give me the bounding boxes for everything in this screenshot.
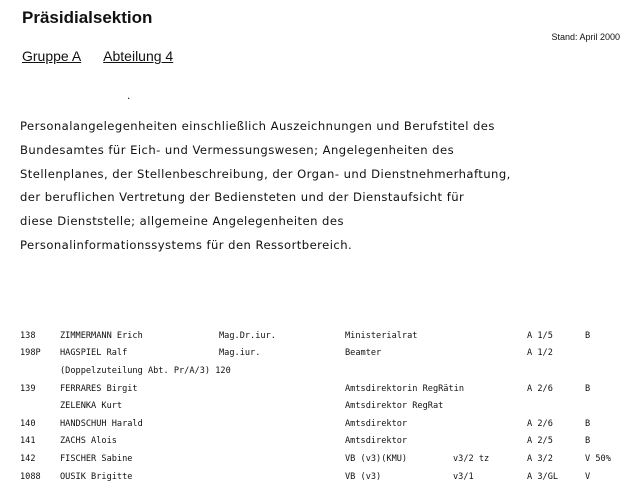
staff-tag xyxy=(585,345,625,363)
staff-position: Amtsdirektorin RegRätin xyxy=(345,383,464,394)
staff-academic-title xyxy=(219,433,345,451)
staff-position: Amtsdirektor RegRat xyxy=(345,401,444,412)
section-title: Präsidialsektion xyxy=(22,8,153,27)
staff-position: VB (v3) xyxy=(345,471,382,482)
staff-position: Ministerialrat xyxy=(345,330,418,341)
department-label: Abteilung 4 xyxy=(103,48,174,64)
staff-number: 1088 xyxy=(20,471,41,482)
staff-row xyxy=(20,468,625,486)
paragraph-line: der beruflichen Vertretung der Bediensteten und der Dienstaufsicht für xyxy=(20,190,465,205)
staff-grade: A 1/5 xyxy=(527,330,553,341)
responsibilities-paragraph xyxy=(20,115,630,258)
staff-position: Beamter xyxy=(345,348,382,359)
staff-academic-title: Mag.Dr.iur. xyxy=(219,330,276,341)
staff-pay-scheme xyxy=(453,327,527,345)
staff-row xyxy=(20,433,625,451)
staff-grade: A 2/6 xyxy=(527,383,553,394)
staff-name: ZIMMERMANN Erich xyxy=(60,330,143,341)
staff-pay-scheme xyxy=(453,345,527,363)
staff-grade: A 2/6 xyxy=(527,418,553,429)
staff-number: 140 xyxy=(20,418,36,429)
staff-academic-title xyxy=(219,450,345,468)
staff-row xyxy=(20,397,625,415)
staff-pay-scheme: v3/1 xyxy=(453,471,474,482)
staff-grade xyxy=(527,397,585,415)
staff-row xyxy=(20,380,625,398)
staff-academic-title: Mag.iur. xyxy=(219,348,261,359)
paragraph-line: Personalangelegenheiten einschließlich Auszeichnungen und Berufstitel des xyxy=(20,119,495,133)
paragraph-line: diese Dienststelle; allgemeine Angelegenheiten des xyxy=(20,214,344,229)
department-heading xyxy=(22,48,173,64)
status-date: Stand: April 2000 xyxy=(551,32,620,42)
staff-position: Amtsdirektor xyxy=(345,418,408,429)
staff-tag: V 50% xyxy=(585,453,611,464)
staff-name: OUSIK Brigitte xyxy=(60,471,133,482)
staff-number: 138 xyxy=(20,330,36,341)
staff-position: VB (v3)(KMU) xyxy=(345,453,408,464)
staff-tag xyxy=(585,397,625,415)
staff-row xyxy=(20,327,625,345)
staff-name: HANDSCHUH Harald xyxy=(60,418,143,429)
staff-number xyxy=(20,397,60,415)
group-label: Gruppe A xyxy=(22,48,82,64)
staff-table xyxy=(20,327,625,485)
staff-name: FISCHER Sabine xyxy=(60,453,133,464)
staff-row xyxy=(20,450,625,468)
staff-number: 198P xyxy=(20,348,41,359)
staff-name: HAGSPIEL Ralf xyxy=(60,348,128,359)
staff-name: ZACHS Alois xyxy=(60,436,117,447)
staff-pay-scheme: v3/2 tz xyxy=(453,453,490,464)
staff-academic-title xyxy=(219,397,345,415)
staff-row xyxy=(20,415,625,433)
staff-number: 141 xyxy=(20,436,36,447)
staff-grade: A 3/GL xyxy=(527,471,559,482)
staff-academic-title xyxy=(219,380,345,398)
paragraph-line: Bundesamtes für Eich- und Vermessungswesen; Angelegenheiten des xyxy=(20,142,455,157)
staff-name: FERRARES Birgit xyxy=(60,383,138,394)
staff-note-row xyxy=(20,362,625,380)
staff-academic-title xyxy=(219,468,345,486)
staff-number: 139 xyxy=(20,383,36,394)
staff-note: (Doppelzuteilung Abt. Pr/A/3) 120 xyxy=(60,365,231,376)
staff-tag: B xyxy=(585,418,591,429)
staff-grade: A 3/2 xyxy=(527,453,553,464)
paragraph-line: Stellenplanes, der Stellenbeschreibung, der Organ- und Dienstnehmerhaftung, xyxy=(20,166,511,181)
staff-number: 142 xyxy=(20,453,36,464)
staff-tag: B xyxy=(585,383,591,394)
staff-pay-scheme xyxy=(453,415,527,433)
staff-position: Amtsdirektor xyxy=(345,436,408,447)
staff-pay-scheme xyxy=(453,433,527,451)
staff-academic-title xyxy=(219,415,345,433)
stray-dot: . xyxy=(127,88,131,102)
staff-tag: B xyxy=(585,330,591,341)
staff-tag: B xyxy=(585,436,591,447)
staff-row xyxy=(20,345,625,363)
paragraph-line: Personalinformationssystems für den Ressortbereich. xyxy=(20,237,353,252)
staff-grade: A 2/5 xyxy=(527,436,553,447)
staff-tag: V xyxy=(585,471,591,482)
staff-grade: A 1/2 xyxy=(527,348,553,359)
staff-name: ZELENKA Kurt xyxy=(60,401,123,412)
